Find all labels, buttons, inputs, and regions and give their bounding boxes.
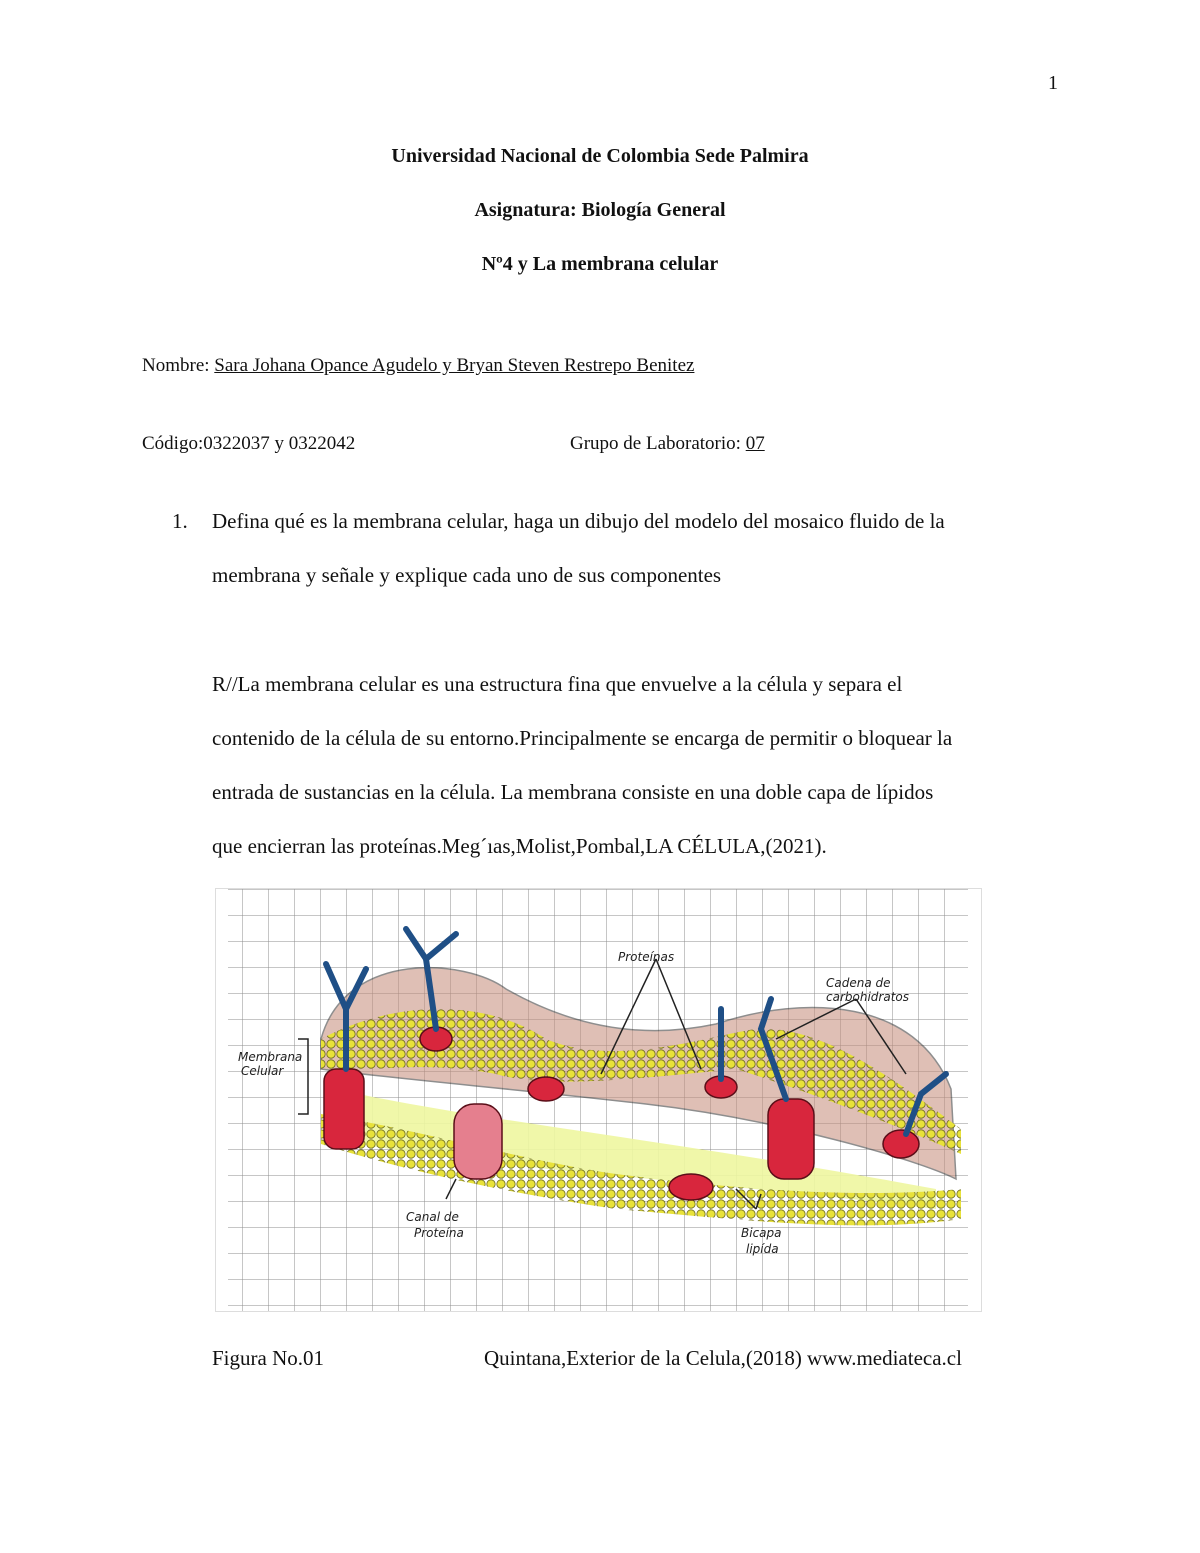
label-proteins: Proteínas: [618, 950, 675, 964]
question-line-1: Defina qué es la membrana celular, haga un dibujo del modelo del mosaico fluido de la: [212, 509, 945, 533]
answer-text: [212, 657, 1092, 873]
figure-caption-source: Quintana,Exterior de la Celula,(2018) www.mediateca.cl: [484, 1346, 962, 1370]
answer-line-4: que encierran las proteínas.Meg´ıas,Molist,Pombal,LA CÉLULA,(2021).: [212, 834, 827, 858]
label-membrane-2: Celular: [241, 1064, 284, 1078]
code-line: Código:0322037 y 0322042: [142, 433, 356, 454]
name-value: Sara Johana Opance Agudelo y Bryan Steven Restrepo Benitez: [214, 355, 695, 376]
transmembrane-protein-left: [324, 1069, 364, 1149]
transmembrane-protein-right: [768, 1099, 814, 1179]
answer-line-3: entrada de sustancias en la célula. La membrana consiste en una doble capa de lípidos: [212, 780, 934, 804]
name-label: Nombre:: [142, 355, 215, 376]
label-membrane-1: Membrana: [238, 1050, 303, 1064]
label-carbs-1: Cadena de: [826, 976, 891, 990]
page-number: 1: [1048, 72, 1058, 94]
peripheral-protein-2: [528, 1077, 564, 1101]
group-line: [570, 433, 765, 455]
membrane-figure: [215, 888, 982, 1312]
question-number: 1.: [172, 509, 188, 533]
group-value: 07: [745, 433, 765, 454]
answer-line-2: contenido de la célula de su entorno.Principalmente se encarga de permitir o bloquear la: [212, 726, 953, 750]
label-channel-2: Proteína: [414, 1226, 464, 1240]
subject-title: Asignatura: Biología General: [474, 199, 726, 221]
answer-line-1: R//La membrana celular es una estructura fina que envuelve a la célula y separa el: [212, 672, 903, 696]
question-text: [212, 494, 1092, 602]
label-bilayer-1: Bicapa: [741, 1226, 782, 1240]
peripheral-protein-4: [883, 1130, 919, 1158]
figure-caption-label: Figura No.01: [212, 1346, 324, 1370]
peripheral-protein-5: [669, 1174, 713, 1200]
protein-channel: [454, 1104, 502, 1179]
question-line-2: membrana y señale y explique cada uno de sus componentes: [212, 563, 722, 587]
name-line: [142, 355, 694, 377]
lab-title: Nº4 y La membrana celular: [481, 253, 719, 275]
label-channel-1: Canal de: [406, 1210, 459, 1224]
group-label: Grupo de Laboratorio:: [570, 433, 746, 454]
university-title: Universidad Nacional de Colombia Sede Palmira: [391, 145, 809, 167]
label-bilayer-2: lipída: [746, 1242, 779, 1256]
label-carbs-2: carbohidratos: [826, 990, 909, 1004]
membrane-drawing: [216, 889, 981, 1311]
